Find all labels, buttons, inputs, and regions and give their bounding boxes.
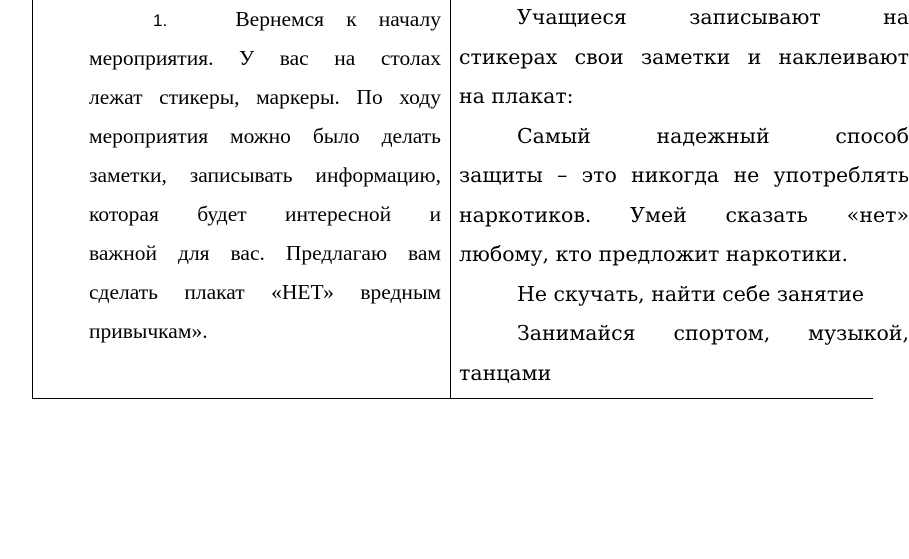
- right-line-7: любому, кто предложит наркотики.: [459, 242, 849, 266]
- left-line-1-text: Вернемся к началу: [235, 7, 441, 31]
- right-line-9: Занимайся спортом, музыкой,: [517, 321, 909, 345]
- right-line-4: Самый надежный способ: [517, 123, 909, 148]
- left-line-9: привычкам».: [89, 319, 208, 343]
- two-column-table: [32, 0, 909, 399]
- left-cell: [89, 0, 441, 351]
- left-line-5: заметки, записывать информацию,: [89, 163, 441, 187]
- item-number: 1.: [153, 11, 168, 30]
- left-line-4: мероприятия можно было делать: [89, 124, 441, 148]
- right-line-10: танцами: [459, 360, 552, 385]
- left-line-3: лежат стикеры, маркеры. По ходу: [89, 85, 441, 109]
- right-line-8: Не скучать, найти себе занятие: [517, 281, 864, 306]
- left-line-1: [89, 0, 441, 39]
- left-line-8: сделать плакат «НЕТ» вредным: [89, 280, 441, 304]
- right-line-1: Учащиеся записывают на: [517, 5, 909, 29]
- right-cell: [459, 0, 909, 393]
- column-divider: [450, 0, 451, 398]
- right-line-6: наркотиков. Умей сказать «нет»: [459, 202, 909, 227]
- right-line-3: на плакат:: [459, 84, 574, 108]
- left-line-2: мероприятия. У вас на столах: [89, 46, 441, 70]
- right-line-5: защиты – это никогда не употреблять: [459, 163, 909, 187]
- left-line-7: важной для вас. Предлагаю вам: [89, 241, 441, 265]
- right-line-2: стикерах свои заметки и наклеивают: [459, 44, 909, 69]
- left-line-6: которая будет интересной и: [89, 202, 441, 226]
